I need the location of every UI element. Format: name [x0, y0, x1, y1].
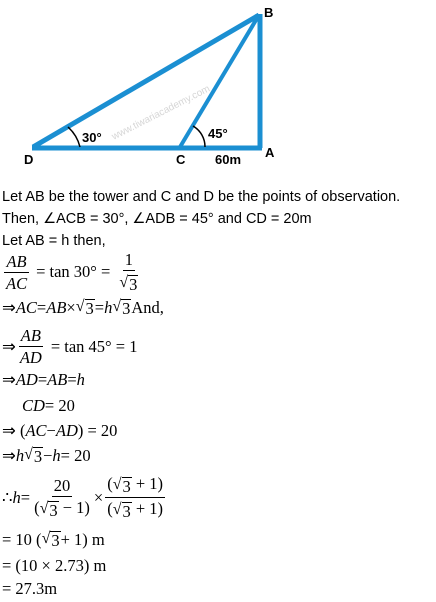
- point-label-D: D: [24, 152, 34, 167]
- math-operator: −: [43, 446, 53, 465]
- text-line-2: Then, ∠ACB = 30°, ∠ADB = 45° and CD = 20m: [2, 211, 312, 227]
- numerator: AB: [20, 326, 41, 345]
- denominator: ( √ 3 + 1): [107, 499, 164, 521]
- math-term: AD: [15, 370, 38, 389]
- math-text: = 20: [44, 396, 75, 415]
- text-line-3: Let AB = h then,: [2, 233, 106, 249]
- math-term: h: [104, 298, 113, 317]
- fraction: [4, 252, 29, 293]
- radicand: 3: [51, 531, 60, 550]
- sqrt-symbol: √ 3: [112, 298, 131, 318]
- angle-arc-C: [193, 126, 205, 147]
- math-text: ⇒ (: [2, 421, 26, 440]
- fraction: [32, 476, 92, 520]
- math-term: AB: [47, 370, 68, 389]
- equation-7: [2, 446, 91, 466]
- numerator: 20: [53, 475, 71, 495]
- angle-label-D: 30°: [82, 130, 102, 145]
- denominator: [117, 271, 140, 294]
- math-operator: ×: [93, 487, 104, 507]
- implies-symbol: ⇒: [2, 446, 16, 465]
- sqrt-symbol: √ 3: [39, 499, 58, 520]
- equation-10: [2, 556, 106, 576]
- math-operator: =: [37, 370, 48, 389]
- denominator: AC: [6, 273, 28, 293]
- math-text: = 10 (: [2, 530, 42, 549]
- math-term: AD: [55, 421, 78, 440]
- equation-text: = tan 45° = 1: [50, 336, 138, 356]
- math-operator: =: [67, 370, 77, 389]
- point-label-B: B: [264, 5, 274, 20]
- math-term: CD: [22, 396, 45, 415]
- math-operator: =: [20, 487, 31, 507]
- sqrt-symbol: √ 3: [41, 530, 60, 550]
- radicand: 3: [85, 299, 94, 318]
- math-term: AC: [15, 298, 37, 317]
- equation-8: [2, 474, 167, 521]
- math-text: ) = 20: [77, 421, 118, 440]
- radicand: 3: [122, 502, 131, 521]
- denominator: AD: [19, 348, 42, 367]
- equation-2: [2, 298, 164, 318]
- sqrt-symbol: √ 3: [112, 501, 131, 521]
- radicand: 3: [49, 500, 58, 520]
- math-operator: =: [94, 298, 105, 317]
- equation-5: [22, 396, 75, 416]
- denominator: ( √ 3 − 1): [34, 497, 90, 520]
- fraction: [105, 474, 165, 521]
- numerator: AB: [6, 251, 27, 271]
- tower-diagram: [0, 0, 436, 170]
- math-term: h: [52, 446, 61, 465]
- equation-4: [2, 370, 85, 390]
- fraction: [117, 250, 140, 294]
- math-text: = 20: [60, 446, 91, 465]
- math-operator: −: [46, 421, 56, 440]
- numerator: 1: [124, 250, 133, 269]
- therefore-symbol: ∴: [2, 487, 13, 507]
- sqrt-symbol: √ 3: [24, 446, 43, 466]
- implies-symbol: ⇒: [2, 336, 16, 356]
- math-term: h: [15, 446, 25, 465]
- radicand: 3: [122, 477, 131, 496]
- equation-6: [2, 421, 117, 441]
- math-term: AC: [25, 421, 47, 440]
- sqrt-symbol: √ 3: [112, 476, 131, 496]
- math-operator: ×: [66, 298, 76, 317]
- equation-text: = tan 30° =: [36, 262, 111, 281]
- equation-9: [2, 530, 105, 550]
- implies-symbol: ⇒: [2, 370, 16, 389]
- point-label-A: A: [265, 145, 275, 160]
- math-text: = (10 × 2.73) m: [2, 556, 107, 575]
- radicand: 3: [129, 275, 138, 294]
- math-operator: =: [36, 298, 47, 317]
- math-text: + 1) m: [60, 530, 105, 549]
- numerator: ( √ 3 + 1): [107, 474, 164, 496]
- length-label-CA: 60m: [215, 152, 242, 167]
- fraction: [18, 326, 44, 367]
- math-term: AB: [46, 298, 67, 317]
- radicand: 3: [122, 299, 131, 318]
- math-text: = 27.3m: [2, 579, 58, 598]
- math-term: h: [12, 487, 21, 507]
- sqrt-symbol: √ 3: [119, 274, 138, 294]
- angle-label-C: 45°: [208, 126, 228, 141]
- equation-3: [2, 326, 137, 367]
- watermark: www.tiwariacademy.com: [110, 83, 212, 143]
- point-label-C: C: [176, 152, 186, 167]
- equation-11: [2, 579, 57, 599]
- implies-symbol: ⇒: [2, 298, 16, 317]
- text-line-1: Let AB be the tower and C and D be the points of observation.: [2, 189, 401, 205]
- equation-1: [2, 250, 142, 294]
- angle-arc-D: [68, 127, 80, 147]
- math-text: And,: [131, 298, 164, 317]
- math-term: h: [76, 370, 85, 389]
- sqrt-symbol: √ 3: [75, 298, 94, 318]
- radicand: 3: [33, 447, 43, 466]
